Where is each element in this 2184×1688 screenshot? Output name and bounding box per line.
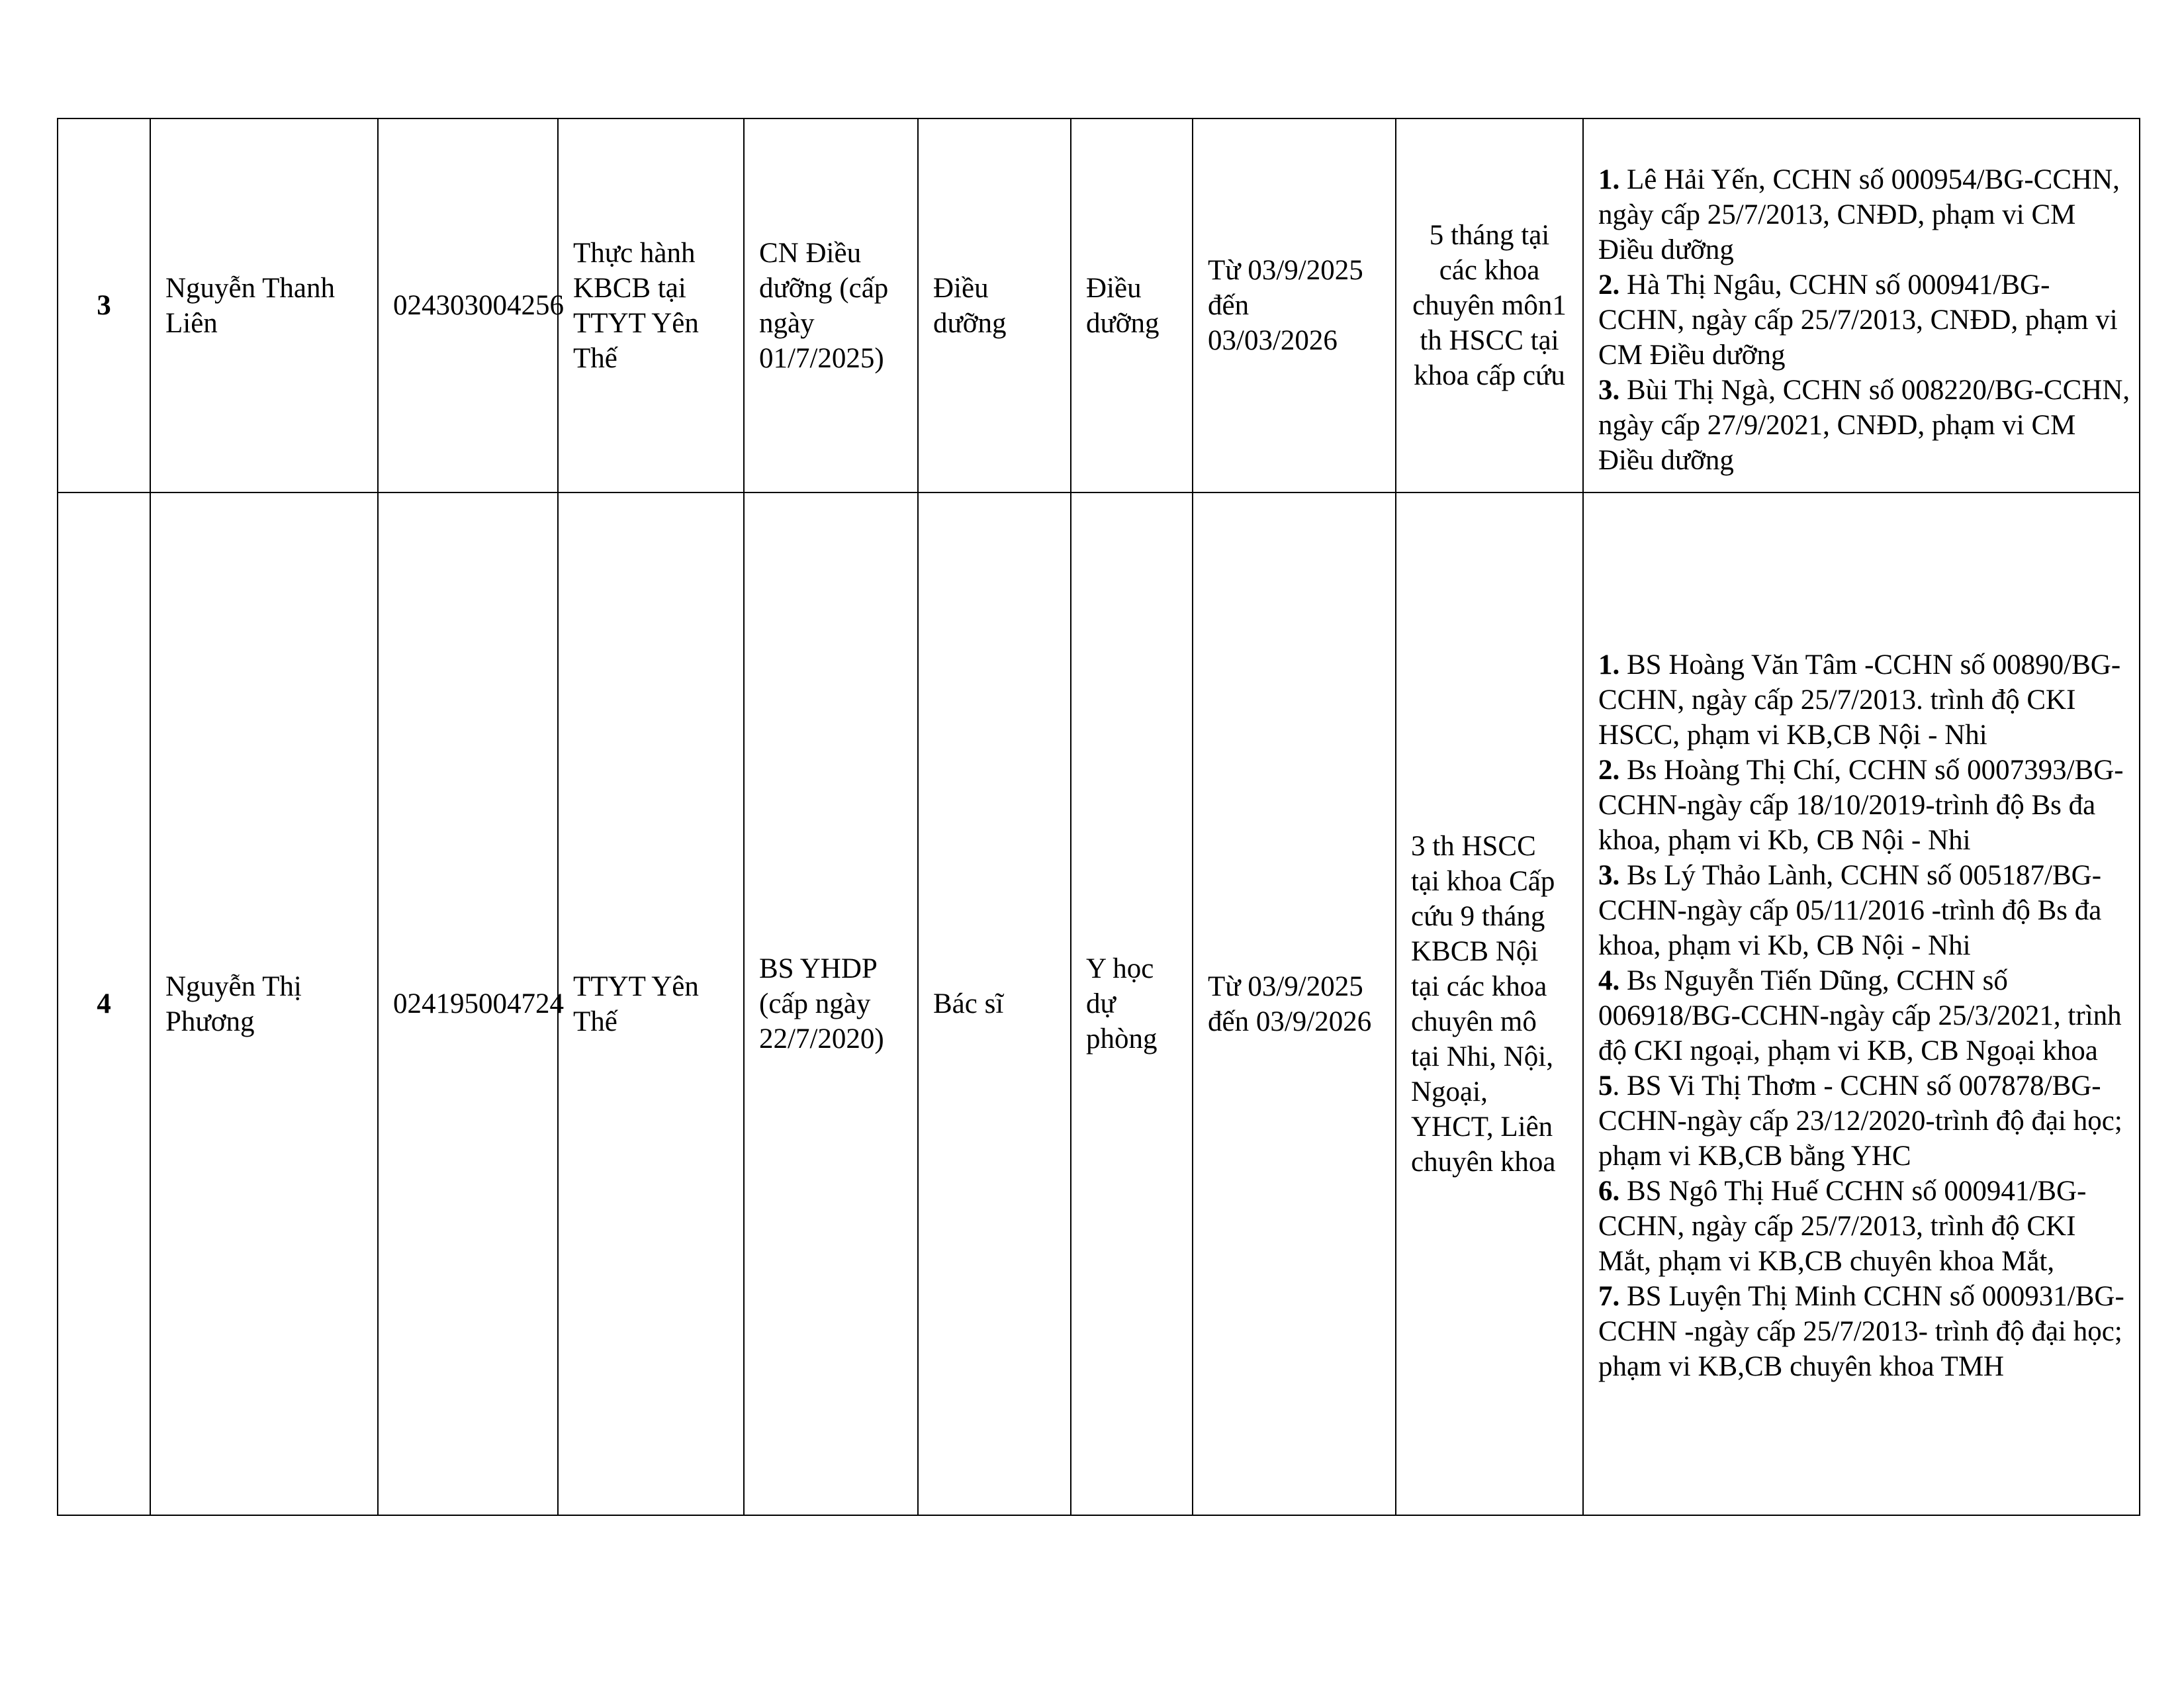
practice-period: Từ 03/9/2025 đến 03/9/2026 <box>1193 492 1396 1515</box>
instructor-list <box>1583 118 2140 492</box>
table-row <box>58 118 2140 492</box>
id-number: 024303004256 <box>378 118 558 492</box>
practice-registration-table <box>57 118 2140 1516</box>
person-name: Nguyễn Thị Phương <box>150 492 378 1515</box>
instructor-item: 3. Bùi Thị Ngà, CCHN số 008220/BG-CCHN, ngày cấp 27/9/2021, CNĐD, phạm vi CM Điều dưỡng <box>1598 375 2130 476</box>
instructor-item: 5. BS Vi Thị Thơm - CCHN số 007878/BG-CCHN-ngày cấp 23/12/2020-trình độ đại học; phạm vi KB,CB bằng YHC <box>1598 1070 2122 1172</box>
practice-content: 3 th HSCC tại khoa Cấp cứu 9 tháng KBCB Nội tại các khoa chuyên mô tại Nhi, Nội, Ngoại, YHCT, Liên chuyên khoa <box>1396 492 1583 1515</box>
degree: CN Điều dưỡng (cấp ngày 01/7/2025) <box>744 118 918 492</box>
professional-title: Điều dưỡng <box>918 118 1071 492</box>
instructor-item: 7. BS Luyện Thị Minh CCHN số 000931/BG-CCHN -ngày cấp 25/7/2013- trình độ đại học; phạm vi KB,CB chuyên khoa TMH <box>1598 1281 2124 1382</box>
practice-place: Thực hành KBCB tại TTYT Yên Thế <box>558 118 744 492</box>
practice-scope: Y học dự phòng <box>1071 492 1193 1515</box>
professional-title: Bác sĩ <box>918 492 1071 1515</box>
id-number: 024195004724 <box>378 492 558 1515</box>
degree: BS YHDP (cấp ngày 22/7/2020) <box>744 492 918 1515</box>
instructor-item: 2. Bs Hoàng Thị Chí, CCHN số 0007393/BG-CCHN-ngày cấp 18/10/2019-trình độ Bs đa khoa, phạm vi Kb, CB Nội - Nhi <box>1598 755 2124 856</box>
instructor-item: 4. Bs Nguyễn Tiến Dũng, CCHN số 006918/BG-CCHN-ngày cấp 25/3/2021, trình độ CKI ngoại, phạm vi KB, CB Ngoại khoa <box>1598 965 2122 1066</box>
row-number: 3 <box>58 118 150 492</box>
instructor-item: 2. Hà Thị Ngâu, CCHN số 000941/BG-CCHN, ngày cấp 25/7/2013, CNĐD, phạm vi CM Điều dưỡng <box>1598 269 2118 371</box>
practice-place: TTYT Yên Thế <box>558 492 744 1515</box>
instructor-item: 1. Lê Hải Yến, CCHN số 000954/BG-CCHN, ngày cấp 25/7/2013, CNĐD, phạm vi CM Điều dưỡng <box>1598 164 2120 265</box>
instructor-item: 6. BS Ngô Thị Huế CCHN số 000941/BG-CCHN, ngày cấp 25/7/2013, trình độ CKI Mắt, phạm vi KB,CB chuyên khoa Mắt, <box>1598 1176 2087 1277</box>
instructor-list <box>1583 492 2140 1515</box>
table-row <box>58 492 2140 1515</box>
instructor-item: 3. Bs Lý Thảo Lành, CCHN số 005187/BG-CCHN-ngày cấp 05/11/2016 -trình độ Bs đa khoa, phạm vi Kb, CB Nội - Nhi <box>1598 860 2102 961</box>
practice-period: Từ 03/9/2025 đến 03/03/2026 <box>1193 118 1396 492</box>
practice-scope: Điều dưỡng <box>1071 118 1193 492</box>
person-name: Nguyễn Thanh Liên <box>150 118 378 492</box>
row-number: 4 <box>58 492 150 1515</box>
instructor-item: 1. BS Hoàng Văn Tâm -CCHN số 00890/BG-CCHN, ngày cấp 25/7/2013. trình độ CKI HSCC, phạm vi KB,CB Nội - Nhi <box>1598 649 2121 751</box>
practice-content: 5 tháng tại các khoa chuyên môn1 th HSCC tại khoa cấp cứu <box>1396 118 1583 492</box>
